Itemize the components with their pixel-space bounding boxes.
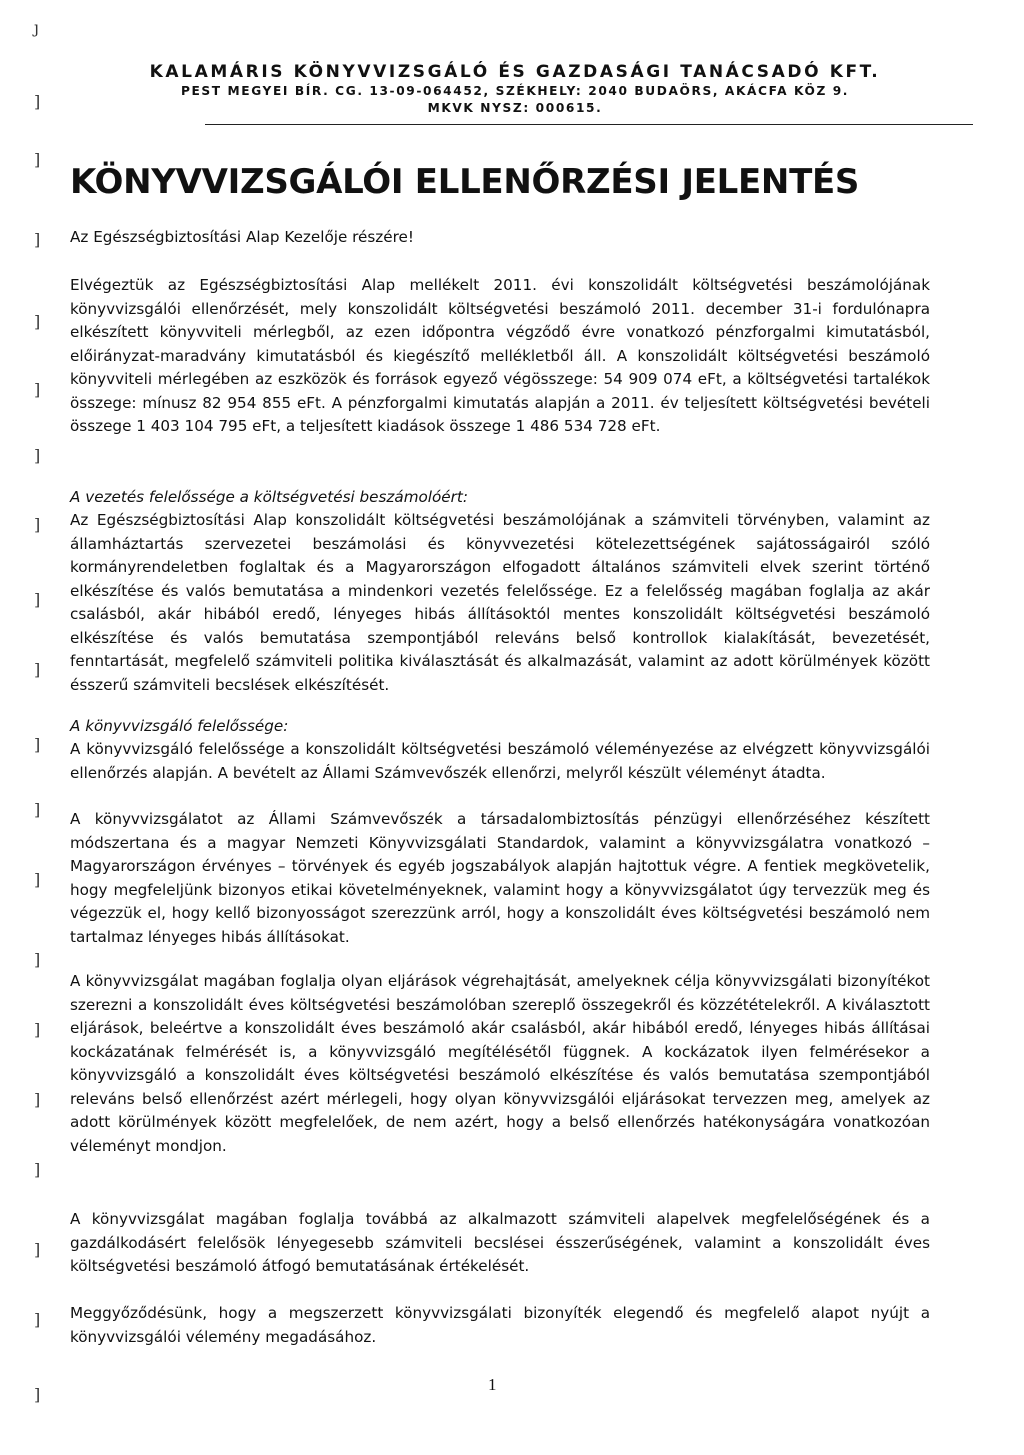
binding-mark: ] [34, 735, 41, 754]
binding-mark: ] [34, 1310, 41, 1329]
report-title: KÖNYVVIZSGÁLÓI ELLENŐRZÉSI JELENTÉS [70, 162, 860, 202]
binding-mark: ȷ [34, 18, 39, 37]
intro-paragraph: Elvégeztük az Egészségbiztosítási Alap mellékelt 2011. évi konszolidált költségvetési beszámolójának könyvvizsgálói ellenőrzését, mely konszolidált költségvetési beszámoló 2011. december 31-i fordulónapra elkészített könyvviteli mérlegből, az ezen időpontra végződő évre vonatkozó pénzforgalmi kimutatásból, előirányzat-maradvány kimutatásból és kiegészítő mellékletből áll. A konszolidált költségvetési beszámoló könyvviteli mérlegében az eszközök és források egyező végösszege: 54 909 074 eFt, a költségvetési tartalékok összege: mínusz 82 954 855 eFt. A pénzforgalmi kimutatás alapján a 2011. év teljesített költségvetési bevételi összege 1 403 104 795 eFt, a teljesített kiadások összege 1 486 534 728 eFt. [70, 276, 930, 435]
binding-mark: ] [34, 515, 41, 534]
chamber-registration: MKVK NYSZ: 000615. [427, 101, 603, 115]
binding-mark: ] [34, 312, 41, 331]
binding-mark: ] [34, 1240, 41, 1259]
binding-mark: ] [34, 92, 41, 111]
binding-mark: ] [34, 950, 41, 969]
page-number: 1 [488, 1375, 497, 1394]
binding-mark: ] [34, 380, 41, 399]
binding-mark: ] [34, 150, 41, 169]
binding-mark: ] [34, 800, 41, 819]
addressee: Az Egészségbiztosítási Alap Kezelője részére! [70, 228, 414, 246]
binding-mark: ] [34, 1020, 41, 1039]
binding-mark: ] [34, 660, 41, 679]
letterhead [60, 62, 970, 116]
audit-procedures-paragraph: A könyvvizsgálat magában foglalja olyan eljárások végrehajtását, amelyeknek célja könyvvizsgálati bizonyítékot szerezni a konszolidált éves költségvetési beszámolóban szereplő összegekről és közzétételekről. A kiválasztott eljárások, beleértve a konszolidált éves beszámoló akár csalásból, akár hibából eredő, lényeges hibás állításai kockázatának felmérését is, a könyvvizsgáló megítélésétől függnek. A kockázatok ilyen felmérésekor a könyvvizsgáló a konszolidált éves költségvetési beszámoló elkészítése és valós bemutatása szempontjából releváns belső ellenőrzést azért mérlegeli, hogy olyan könyvvizsgálói eljárásokat tervezzen meg, amelyek az adott körülmények között megfelelőek, de nem azért, hogy a belső ellenőrzés hatékonyságára vonatkozóan véleményt mondjon. [70, 972, 930, 1155]
management-responsibility-heading: A vezetés felelőssége a költségvetési beszámolóért: [70, 488, 468, 506]
management-responsibility-body: Az Egészségbiztosítási Alap konszolidált költségvetési beszámolójának a számviteli törvényben, valamint az államháztartás szervezetei beszámolási és könyvvezetési kötelezettségének sajátosságairól szóló kormányrendeletben foglaltak és a Magyarországon elfogadott általános számviteli elvek szerint történő elkészítése és valós bemutatása a mindenkori vezetés felelőssége. Ez a felelősség magában foglalja az akár csalásból, akár hibából eredő, lényeges hibás állításoktól mentes konszolidált költségvetési beszámoló elkészítése és valós bemutatása szempontjából releváns belső kontrollok kialakítását, bevezetését, fenntartását, megfelelő számviteli politika kiválasztását és alkalmazását, valamint az adott körülmények között ésszerű számviteli becslések elkészítését. [70, 511, 930, 694]
binding-mark: ] [34, 446, 41, 465]
evaluation-paragraph: A könyvvizsgálat magában foglalja továbbá az alkalmazott számviteli alapelvek megfelelőségének és a gazdálkodásért felelősök lényegesebb számviteli becslései ésszerűségének, valamint a konszolidált éves költségvetési beszámoló átfogó bemutatásának értékelését. [70, 1210, 930, 1275]
conclusion-paragraph: Meggyőződésünk, hogy a megszerzett könyvvizsgálati bizonyíték elegendő és megfelelő alapot nyújt a könyvvizsgálói vélemény megadásához. [70, 1304, 930, 1346]
binding-mark: ] [34, 1090, 41, 1109]
header-rule [205, 124, 973, 125]
company-name: KALAMÁRIS KÖNYVVIZSGÁLÓ ÉS GAZDASÁGI TANÁCSADÓ KFT. [149, 62, 881, 82]
auditor-responsibility-body-2: A könyvvizsgálatot az Állami Számvevőszék a társadalombiztosítás pénzügyi ellenőrzéséhez készített módszertana és a magyar Nemzeti Könyvvizsgálati Standardok, valamint a könyvvizsgálatra vonatkozó – Magyarországon érvényes – törvények és egyéb jogszabályok alapján hajtottuk végre. A fentiek megkövetelik, hogy megfeleljünk bizonyos etikai követelményeknek, valamint hogy a könyvvizsgálatot úgy tervezzük meg és végezzük el, hogy kellő bizonyosságot szerezzünk arról, hogy a konszolidált éves költségvetési beszámoló nem tartalmaz lényeges hibás állításokat. [70, 810, 930, 946]
company-registration: PEST MEGYEI BÍR. CG. 13-09-064452, SZÉKHELY: 2040 BUDAÖRS, AKÁCFA KÖZ 9. [180, 84, 850, 98]
auditor-responsibility-body-1: A könyvvizsgáló felelőssége a konszolidált költségvetési beszámoló véleményezése az elvégzett könyvvizsgálói ellenőrzés alapján. A bevételt az Állami Számvevőszék ellenőrzi, melyről készült véleményt átadta. [70, 740, 930, 782]
binding-mark: ] [34, 230, 41, 249]
binding-mark: ] [34, 1160, 41, 1179]
binding-mark: ] [34, 870, 41, 889]
binding-mark: ] [34, 590, 41, 609]
binding-mark: ] [34, 1385, 41, 1404]
auditor-responsibility-heading: A könyvvizsgáló felelőssége: [70, 717, 289, 735]
